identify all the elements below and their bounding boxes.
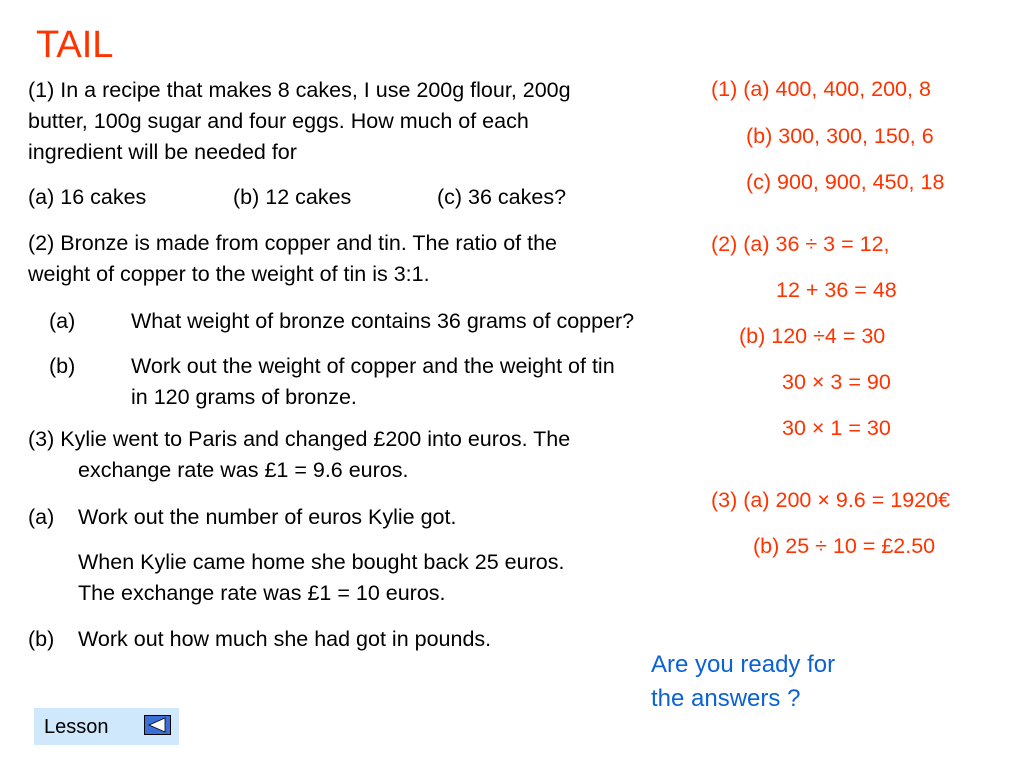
answer-3a: (3) (a) 200 × 9.6 = 1920€ <box>711 488 951 512</box>
answer-3b: (b) 25 ÷ 10 = £2.50 <box>753 534 936 558</box>
answers-prompt-line-2: the answers ? <box>651 685 801 712</box>
question-1-part-c: (c) 36 cakes? <box>437 185 567 209</box>
question-2-line-2: weight of copper to the weight of tin is 3:1. <box>28 262 430 286</box>
back-arrow-icon[interactable] <box>144 715 171 740</box>
answer-2b-tin: 30 × 1 = 30 <box>782 416 891 440</box>
question-3-part-a-text: Work out the number of euros Kylie got. <box>78 505 457 529</box>
answer-2a-cont: 12 + 36 = 48 <box>776 278 897 302</box>
answer-2a: (2) (a) 36 ÷ 3 = 12, <box>711 232 890 256</box>
answer-1c: (c) 900, 900, 450, 18 <box>746 170 945 194</box>
question-1-part-b: (b) 12 cakes <box>233 185 352 209</box>
question-3-part-b-text: Work out how much she had got in pounds. <box>78 627 492 651</box>
question-3-part-a-label: (a) <box>28 505 55 529</box>
question-3-line-2: exchange rate was £1 = 9.6 euros. <box>78 458 409 482</box>
question-1-line-1: (1) In a recipe that makes 8 cakes, I use 200g flour, 200g <box>28 78 571 102</box>
question-2-line-1: (2) Bronze is made from copper and tin. The ratio of the <box>28 231 558 255</box>
question-2-part-a-text: What weight of bronze contains 36 grams of copper? <box>131 309 635 333</box>
question-2-part-a-label: (a) <box>49 309 76 333</box>
page-title: TAIL <box>36 24 114 66</box>
question-2-part-b-label: (b) <box>49 354 76 378</box>
question-1-line-3: ingredient will be needed for <box>28 140 297 164</box>
lesson-button-label: Lesson <box>44 716 109 738</box>
answer-1a: (1) (a) 400, 400, 200, 8 <box>711 77 931 101</box>
answer-1b: (b) 300, 300, 150, 6 <box>746 124 934 148</box>
question-1-line-2: butter, 100g sugar and four eggs. How much of each <box>28 109 529 133</box>
question-3-middle-line-2: The exchange rate was £1 = 10 euros. <box>78 581 446 605</box>
answer-2b-copper: 30 × 3 = 90 <box>782 370 891 394</box>
answers-prompt-line-1: Are you ready for <box>651 651 836 678</box>
question-3-line-1: (3) Kylie went to Paris and changed £200 into euros. The <box>28 427 571 451</box>
question-3-middle-line-1: When Kylie came home she bought back 25 euros. <box>78 550 565 574</box>
question-2-part-b-text-2: in 120 grams of bronze. <box>131 385 357 409</box>
lesson-button[interactable] <box>34 708 179 745</box>
answer-2b: (b) 120 ÷4 = 30 <box>739 324 886 348</box>
question-3-part-b-label: (b) <box>28 627 55 651</box>
question-2-part-b-text-1: Work out the weight of copper and the weight of tin <box>131 354 615 378</box>
question-1-part-a: (a) 16 cakes <box>28 185 147 209</box>
